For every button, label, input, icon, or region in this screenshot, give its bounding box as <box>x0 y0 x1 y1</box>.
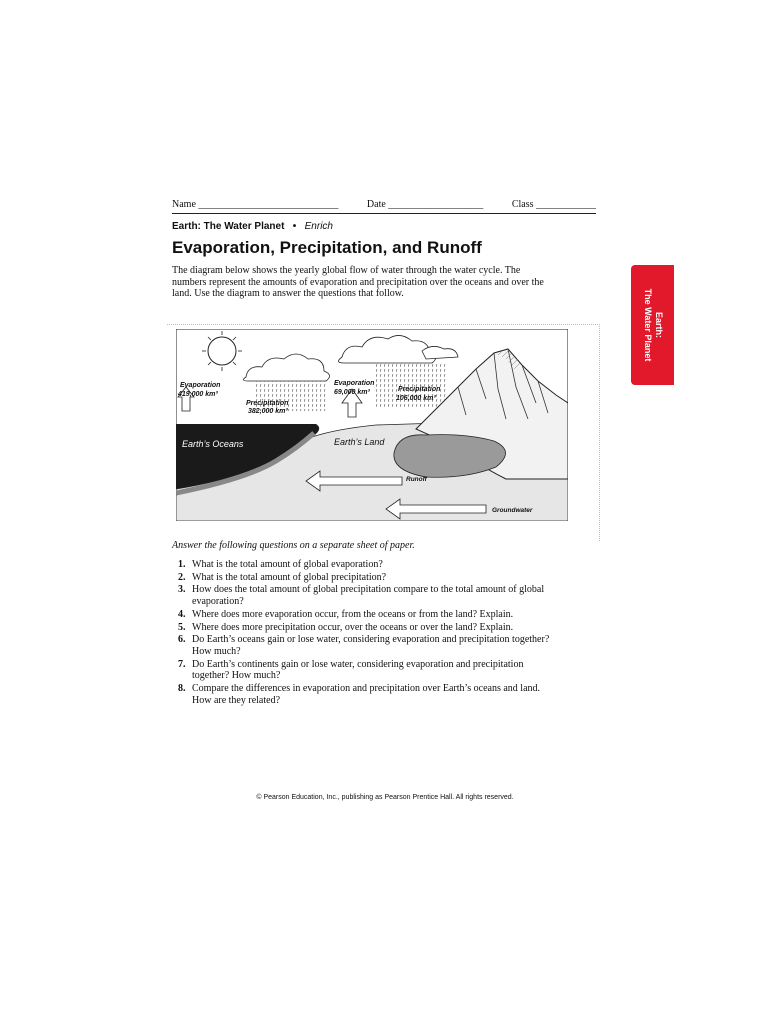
question-item <box>172 559 552 571</box>
question-text: What is the total amount of global precipitation? <box>192 571 387 583</box>
question-text: Where does more evaporation occur, from the oceans or from the land? Explain. <box>192 608 514 620</box>
land-precipitation-label: Precipitation <box>398 386 441 393</box>
question-number: 5. <box>178 621 186 633</box>
groundwater-label: Groundwater <box>492 507 533 514</box>
question-number: 8. <box>178 683 186 695</box>
question-list <box>172 559 552 707</box>
header-divider <box>172 213 596 214</box>
land-label: Earth’s Land <box>334 437 385 447</box>
ocean-precipitation-value: 382,000 km³ <box>248 408 288 415</box>
date-field[interactable]: Date ___________________ <box>366 199 484 210</box>
side-tab-line2: The Water Planet <box>642 288 653 362</box>
class-field[interactable]: Class ____________ <box>511 199 596 210</box>
page-title: Evaporation, Precipitation, and Runoff <box>172 238 482 257</box>
oceans-label: Earth’s Oceans <box>182 439 244 449</box>
question-text: Where does more precipitation occur, over the oceans or over the land? Explain. <box>192 621 514 633</box>
question-number: 2. <box>178 571 186 583</box>
question-item <box>172 659 552 682</box>
sun-icon <box>202 331 242 371</box>
intro-paragraph: The diagram below shows the yearly global flow of water through the water cycle. The numbers represent the amounts of evaporation and precipitation over the oceans and over the land. Use the diagram to answer the questions that follow. <box>172 265 544 299</box>
chapter-subhead <box>172 221 333 232</box>
copyright-footer: © Pearson Education, Inc., publishing as Pearson Prentice Hall. All rights reserved. <box>256 794 514 801</box>
question-number: 7. <box>178 658 186 670</box>
land-evaporation-label: Evaporation <box>334 380 375 387</box>
question-number: 4. <box>178 608 186 620</box>
land-evaporation-value: 69,000 km³ <box>334 389 370 396</box>
question-number: 1. <box>178 559 186 570</box>
chapter-name: Earth: The Water Planet <box>172 221 285 232</box>
question-text: Do Earth’s oceans gain or lose water, considering evaporation and precipitation together? How much? <box>192 634 550 657</box>
question-item <box>172 609 552 621</box>
instructions: Answer the following questions on a separate sheet of paper. <box>172 540 415 551</box>
question-item <box>172 634 552 657</box>
question-text: Compare the differences in evaporation and precipitation over Earth’s oceans and land. How are they related? <box>192 683 541 706</box>
name-field[interactable]: Name ____________________________ <box>172 199 339 210</box>
question-item <box>172 683 552 706</box>
ocean-evaporation-label: Evaporation <box>180 382 221 389</box>
ocean-precipitation-label: Precipitation <box>246 400 289 407</box>
question-text: Do Earth’s continents gain or lose water, considering evaporation and precipitation together? How much? <box>192 658 524 682</box>
student-info-line <box>172 199 596 210</box>
water-cycle-diagram <box>176 329 568 521</box>
runoff-label: Runoff <box>406 476 427 483</box>
question-item <box>172 622 552 634</box>
question-number: 3. <box>178 584 186 596</box>
side-tab-line1: Earth: <box>653 311 664 338</box>
section-type: Enrich <box>304 221 333 232</box>
bullet-separator: • <box>292 221 297 232</box>
question-text: How does the total amount of global precipitation compare to the total amount of global evaporation? <box>192 584 545 608</box>
ocean-evaporation-value: 419,000 km³ <box>178 391 218 398</box>
question-number: 6. <box>178 634 186 646</box>
question-item <box>172 572 552 584</box>
chapter-side-tab <box>631 265 674 385</box>
land-precipitation-value: 106,000 km³ <box>396 395 436 402</box>
question-text: What is the total amount of global evaporation? <box>192 559 383 570</box>
question-item <box>172 584 552 607</box>
